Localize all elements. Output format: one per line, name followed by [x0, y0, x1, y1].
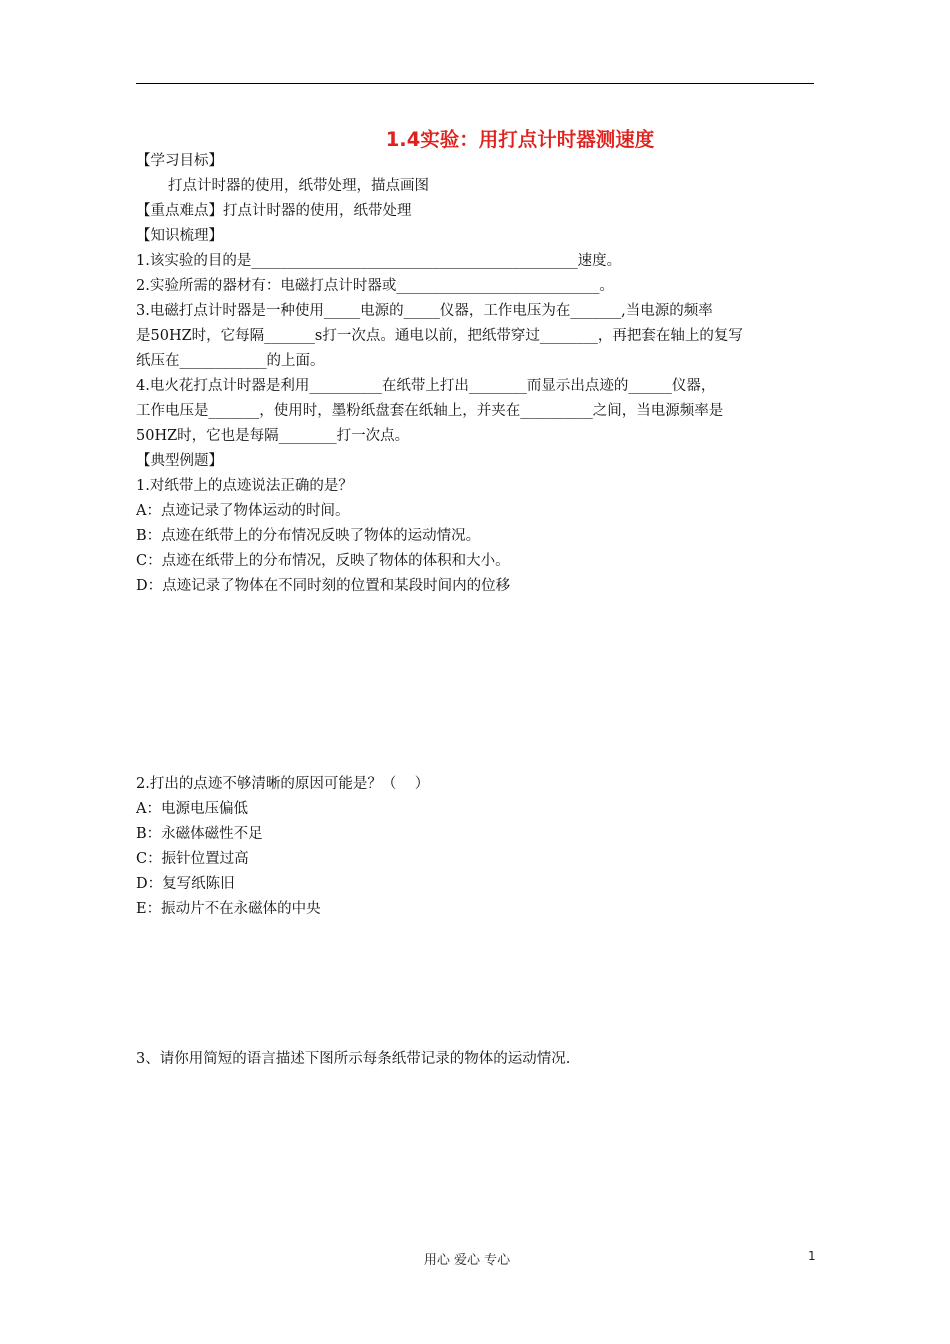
knowledge-item-4-line2: 工作电压是_______，使用时，墨粉纸盘套在纸轴上，并夹在__________之间，当电源频率是 — [136, 403, 724, 419]
page-footer: 用心 爱心 专心 — [423, 1253, 511, 1268]
q1-option-b: B：点迹在纸带上的分布情况反映了物体的运动情况。 — [136, 528, 481, 544]
knowledge-item-4-line1: 4.电火花打点计时器是利用__________在纸带上打出________而显示出点迹的______仪器， — [136, 378, 716, 394]
q2-option-a: A：电源电压偏低 — [136, 801, 248, 817]
key-points: 【重点难点】打点计时器的使用，纸带处理 — [136, 203, 412, 219]
q2-option-d: D：复写纸陈旧 — [136, 876, 235, 892]
q1-option-a: A：点迹记录了物体运动的时间。 — [136, 503, 350, 519]
knowledge-item-3-line2: 是50HZ时，它每隔_______s打一次点。通电以前，把纸带穿过________，再把套在轴上的复写 — [136, 328, 743, 344]
q1-option-d: D：点迹记录了物体在不同时刻的位置和某段时间内的位移 — [136, 578, 511, 594]
section-heading-knowledge: 【知识梳理】 — [136, 228, 223, 244]
header-rule — [136, 83, 814, 84]
knowledge-item-2: 2.实验所需的器材有：电磁打点计时器或____________________________。 — [136, 278, 614, 294]
section-heading-objectives: 【学习目标】 — [136, 153, 223, 169]
question-1: 1.对纸带上的点迹说法正确的是？ — [136, 478, 353, 494]
q2-option-b: B：永磁体磁性不足 — [136, 826, 263, 842]
section-heading-examples: 【典型例题】 — [136, 453, 223, 469]
question-3: 3、请你用简短的语言描述下图所示每条纸带记录的物体的运动情况. — [136, 1051, 571, 1067]
knowledge-item-1: 1.该实验的目的是_____________________________________________速度。 — [136, 253, 622, 269]
q1-option-c: C：点迹在纸带上的分布情况，反映了物体的体积和大小。 — [136, 553, 510, 569]
knowledge-item-3-line3: 纸压在____________的上面。 — [136, 353, 325, 369]
question-2: 2.打出的点迹不够清晰的原因可能是？（ ） — [136, 776, 430, 792]
knowledge-item-4-line3: 50HZ时，它也是每隔________打一次点。 — [136, 428, 410, 444]
page-title: 1.4实验：用打点计时器测速度 — [385, 128, 655, 151]
objectives-text: 打点计时器的使用，纸带处理，描点画图 — [168, 178, 429, 194]
q2-option-c: C：振针位置过高 — [136, 851, 249, 867]
q2-option-e: E：振动片不在永磁体的中央 — [136, 901, 321, 917]
knowledge-item-3-line1: 3.电磁打点计时器是一种使用_____电源的_____仪器，工作电压为在_______,当电源的频率 — [136, 303, 713, 319]
page-number: 1 — [808, 1249, 816, 1263]
